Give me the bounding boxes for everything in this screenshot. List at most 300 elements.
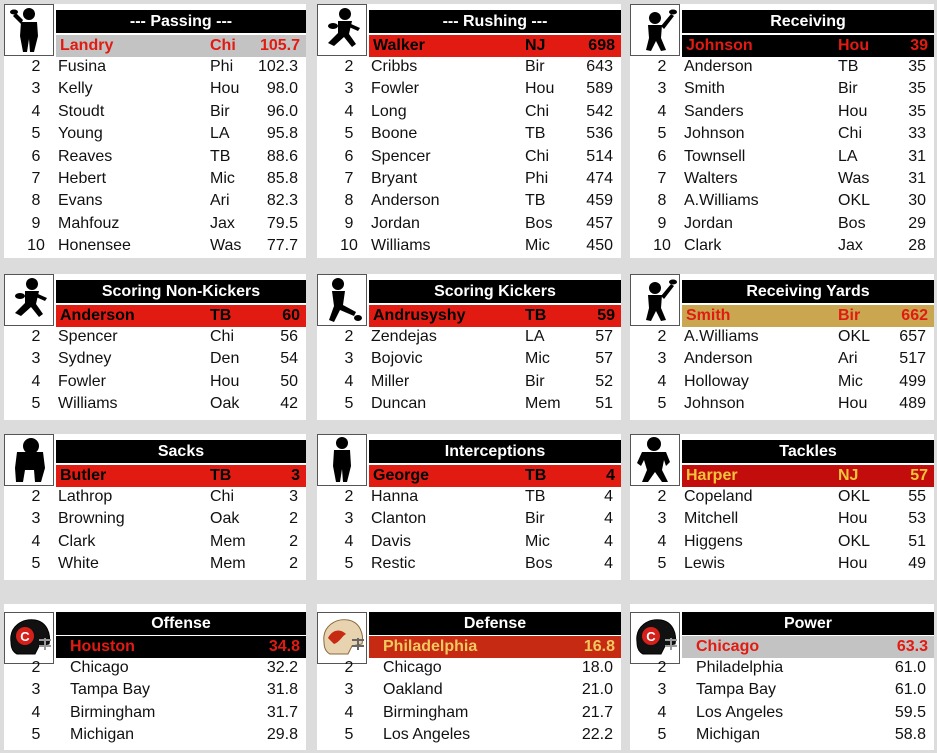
stat-value: 61.0 <box>894 659 926 676</box>
player-name: Sanders <box>684 102 744 120</box>
team-abbr: Mic <box>525 532 550 550</box>
player-name: Davis <box>371 532 412 550</box>
player-name: Tampa Bay <box>70 681 151 699</box>
table-row[interactable] <box>630 532 934 554</box>
panel-title: Tackles <box>682 440 934 463</box>
rank: 4 <box>657 102 667 120</box>
player-name: Stoudt <box>58 102 105 120</box>
stat-value: 589 <box>586 80 613 98</box>
player-name: Cribbs <box>371 58 418 75</box>
table-row[interactable] <box>630 236 934 258</box>
table-row[interactable] <box>630 372 934 394</box>
chicago-helmet-icon <box>630 612 680 664</box>
leader-row[interactable] <box>682 305 934 327</box>
leader-name: Landry <box>60 37 114 54</box>
team-abbr: Bir <box>525 510 545 528</box>
stat-value: 28 <box>908 237 926 255</box>
rank: 3 <box>31 681 41 699</box>
table-row[interactable] <box>630 124 934 146</box>
leader-value: 105.7 <box>259 37 300 54</box>
stat-value: 35 <box>908 102 926 120</box>
table-row[interactable] <box>317 394 621 416</box>
stat-value: 542 <box>586 102 613 120</box>
stat-value: 657 <box>899 328 926 345</box>
leader-name: Butler <box>60 467 107 484</box>
leader-row[interactable] <box>56 636 306 658</box>
stat-value: 85.8 <box>266 170 298 187</box>
table-row[interactable] <box>630 658 934 680</box>
table-row[interactable] <box>317 214 621 236</box>
rank: 5 <box>344 395 354 413</box>
rank: 7 <box>344 170 354 187</box>
stat-value: 57 <box>595 350 613 368</box>
table-row[interactable] <box>4 236 306 258</box>
rank: 3 <box>31 80 41 98</box>
player-name: Higgens <box>684 532 743 550</box>
player-name: Zendejas <box>371 328 437 345</box>
player-name: Sydney <box>58 350 112 368</box>
player-name: Birmingham <box>70 703 156 721</box>
rank: 8 <box>657 192 667 210</box>
rank: 7 <box>31 170 41 187</box>
leader-row[interactable] <box>682 636 934 658</box>
rank: 5 <box>344 726 354 744</box>
table-row[interactable] <box>630 79 934 101</box>
leader-panel <box>4 434 306 580</box>
table-row[interactable] <box>317 327 621 349</box>
table-row[interactable] <box>317 725 621 747</box>
leader-team: NJ <box>525 37 546 54</box>
stat-value: 2 <box>289 532 298 550</box>
team-abbr: Hou <box>838 555 868 573</box>
player-name: Smith <box>684 80 725 98</box>
table-row[interactable] <box>317 57 621 79</box>
player-name: Williams <box>58 395 118 413</box>
table-row[interactable] <box>317 349 621 371</box>
chicago-helmet-icon <box>4 612 54 664</box>
player-name: Copeland <box>684 488 753 505</box>
player-name: Anderson <box>684 350 753 368</box>
player-name: Holloway <box>684 372 749 390</box>
leader-team: NJ <box>838 467 859 484</box>
table-row[interactable] <box>630 725 934 747</box>
rank: 2 <box>344 328 354 345</box>
leader-row[interactable] <box>56 305 306 327</box>
stat-value: 59.5 <box>894 703 926 721</box>
leader-name: Walker <box>373 37 425 54</box>
rank: 4 <box>31 372 41 390</box>
table-row[interactable] <box>4 372 306 394</box>
table-row[interactable] <box>4 532 306 554</box>
table-row[interactable] <box>4 487 306 509</box>
table-row[interactable] <box>317 532 621 554</box>
table-row[interactable] <box>630 509 934 531</box>
player-name: Anderson <box>684 58 753 75</box>
table-row[interactable] <box>4 509 306 531</box>
team-abbr: TB <box>525 488 546 505</box>
stat-value: 4 <box>604 488 613 505</box>
team-abbr: OKL <box>838 328 871 345</box>
table-row[interactable] <box>4 191 306 213</box>
rank: 2 <box>31 328 41 345</box>
rank: 4 <box>31 703 41 721</box>
table-row[interactable] <box>317 191 621 213</box>
stat-value: 643 <box>586 58 613 75</box>
table-row[interactable] <box>4 214 306 236</box>
player-name: Boone <box>371 125 418 143</box>
table-row[interactable] <box>630 327 934 349</box>
team-abbr: TB <box>525 192 546 210</box>
team-abbr: Phi <box>525 170 549 187</box>
stat-value: 18.0 <box>581 659 613 676</box>
player-name: Lathrop <box>58 488 113 505</box>
leader-team: Chi <box>210 37 236 54</box>
svg-text:C: C <box>20 629 30 644</box>
leader-row[interactable] <box>369 305 621 327</box>
leader-row[interactable] <box>56 35 306 57</box>
stat-value: 50 <box>280 372 298 390</box>
table-row[interactable] <box>317 102 621 124</box>
leader-row[interactable] <box>369 465 621 487</box>
stat-value: 21.7 <box>581 703 613 721</box>
kicker-silhouette-icon <box>317 274 367 326</box>
table-row[interactable] <box>4 658 306 680</box>
table-row[interactable] <box>630 147 934 169</box>
player-name: Hanna <box>371 488 419 505</box>
stat-value: 79.5 <box>266 214 298 232</box>
table-row[interactable] <box>4 327 306 349</box>
team-abbr: Oak <box>210 510 240 528</box>
team-abbr: TB <box>838 58 859 75</box>
leader-team: Hou <box>838 37 870 54</box>
rank: 2 <box>344 488 354 505</box>
player-name: Birmingham <box>383 703 469 721</box>
player-name: Johnson <box>684 395 745 413</box>
stat-value: 4 <box>604 532 613 550</box>
table-row[interactable] <box>4 554 306 576</box>
team-abbr: Was <box>838 170 870 187</box>
table-row[interactable] <box>630 349 934 371</box>
player-name: Fowler <box>371 80 420 98</box>
stat-value: 3 <box>289 488 298 505</box>
stat-value: 49 <box>908 555 926 573</box>
stat-value: 55 <box>908 488 926 505</box>
leader-name: George <box>373 467 430 484</box>
rank: 5 <box>657 125 667 143</box>
leader-panel <box>317 434 621 580</box>
stat-value: 31 <box>908 170 926 187</box>
player-name: Mitchell <box>684 510 739 528</box>
rank: 4 <box>31 102 41 120</box>
rank: 10 <box>27 237 45 255</box>
rank: 4 <box>344 703 354 721</box>
table-row[interactable] <box>4 147 306 169</box>
team-abbr: Jax <box>838 237 863 255</box>
stat-value: 536 <box>586 125 613 143</box>
runner-silhouette-icon <box>317 4 367 56</box>
team-abbr: Chi <box>838 125 863 143</box>
player-name: Clark <box>684 237 722 255</box>
team-abbr: Chi <box>210 488 235 505</box>
leader-panel <box>317 604 621 750</box>
table-row[interactable] <box>630 554 934 576</box>
team-abbr: Mem <box>210 532 246 550</box>
leader-value: 698 <box>588 37 615 54</box>
player-name: Miller <box>371 372 410 390</box>
lineman-silhouette-icon <box>4 434 54 486</box>
player-name: Honensee <box>58 237 131 255</box>
stat-value: 42 <box>280 395 298 413</box>
stat-value: 96.0 <box>266 102 298 120</box>
stat-value: 57 <box>595 328 613 345</box>
table-row[interactable] <box>630 394 934 416</box>
player-name: Hebert <box>58 170 107 187</box>
table-row[interactable] <box>4 169 306 191</box>
team-abbr: Hou <box>210 80 240 98</box>
table-row[interactable] <box>630 191 934 213</box>
table-row[interactable] <box>630 169 934 191</box>
qb-silhouette-icon <box>4 4 54 56</box>
rank: 3 <box>344 681 354 699</box>
player-name: Walters <box>684 170 738 187</box>
rank: 3 <box>31 510 41 528</box>
leader-panel <box>630 4 934 258</box>
panel-title: --- Passing --- <box>56 10 306 33</box>
team-abbr: LA <box>838 147 858 165</box>
rank: 5 <box>31 555 41 573</box>
rank: 5 <box>657 555 667 573</box>
team-abbr: Hou <box>838 102 868 120</box>
rank: 3 <box>344 510 354 528</box>
table-row[interactable] <box>317 680 621 702</box>
leader-value: 59 <box>597 307 615 324</box>
rank: 5 <box>31 726 41 744</box>
player-name: Johnson <box>684 125 745 143</box>
team-abbr: Bir <box>525 372 545 390</box>
player-name: Chicago <box>70 659 129 676</box>
player-name: Restic <box>371 555 416 573</box>
table-row[interactable] <box>630 102 934 124</box>
stat-value: 77.7 <box>266 237 298 255</box>
stat-value: 499 <box>899 372 926 390</box>
leader-value: 39 <box>910 37 928 54</box>
player-name: Fusina <box>58 58 107 75</box>
team-abbr: Mem <box>210 555 246 573</box>
rank: 2 <box>31 58 41 75</box>
leader-row[interactable] <box>56 465 306 487</box>
team-abbr: Mem <box>525 395 561 413</box>
table-row[interactable] <box>630 680 934 702</box>
table-row[interactable] <box>4 725 306 747</box>
receiver-silhouette-icon <box>630 274 680 326</box>
leader-team: TB <box>525 467 547 484</box>
rank: 4 <box>657 532 667 550</box>
rank: 2 <box>657 659 667 676</box>
table-row[interactable] <box>317 147 621 169</box>
leader-row[interactable] <box>369 35 621 57</box>
table-row[interactable] <box>317 703 621 725</box>
leader-team: TB <box>525 307 547 324</box>
team-abbr: Den <box>210 350 240 368</box>
table-row[interactable] <box>317 236 621 258</box>
rank: 4 <box>344 532 354 550</box>
player-name: Los Angeles <box>696 703 784 721</box>
rank: 5 <box>31 125 41 143</box>
player-name: Jordan <box>684 214 733 232</box>
stat-value: 51 <box>908 532 926 550</box>
player-name: Evans <box>58 192 103 210</box>
leader-name: Johnson <box>686 37 753 54</box>
player-name: Fowler <box>58 372 107 390</box>
stat-value: 35 <box>908 80 926 98</box>
rank: 9 <box>657 214 667 232</box>
team-abbr: Bos <box>525 214 553 232</box>
player-name: Clanton <box>371 510 427 528</box>
stat-value: 31.7 <box>266 703 298 721</box>
leader-name: Houston <box>70 638 135 655</box>
stat-value: 29 <box>908 214 926 232</box>
panel-title: Scoring Kickers <box>369 280 621 303</box>
team-abbr: LA <box>525 328 545 345</box>
player-name: A.Williams <box>684 328 759 345</box>
runner-silhouette-icon <box>4 274 54 326</box>
team-abbr: TB <box>525 125 546 143</box>
leader-panel <box>4 274 306 420</box>
team-abbr: Chi <box>525 102 550 120</box>
table-row[interactable] <box>4 124 306 146</box>
leader-panel <box>630 274 934 420</box>
philadelphia-helmet-icon <box>317 612 367 664</box>
rank: 2 <box>657 328 667 345</box>
player-name: Spencer <box>371 147 431 165</box>
stat-value: 82.3 <box>266 192 298 210</box>
player-name: Spencer <box>58 328 118 345</box>
leader-panel <box>317 274 621 420</box>
team-abbr: Was <box>210 237 242 255</box>
team-abbr: OKL <box>838 532 871 550</box>
stat-value: 30 <box>908 192 926 210</box>
table-row[interactable] <box>317 169 621 191</box>
linebacker-silhouette-icon <box>630 434 680 486</box>
stat-value: 51 <box>595 395 613 413</box>
rank: 3 <box>657 681 667 699</box>
rank: 3 <box>657 510 667 528</box>
player-name: White <box>58 555 99 573</box>
player-name: Anderson <box>371 192 440 210</box>
player-name: Tampa Bay <box>696 681 777 699</box>
table-row[interactable] <box>317 554 621 576</box>
stat-value: 489 <box>899 395 926 413</box>
stat-value: 457 <box>586 214 613 232</box>
player-name: Clark <box>58 532 96 550</box>
table-row[interactable] <box>630 703 934 725</box>
player-name: Browning <box>58 510 125 528</box>
rank: 5 <box>657 395 667 413</box>
rank: 10 <box>340 237 358 255</box>
panel-title: Receiving Yards <box>682 280 934 303</box>
table-row[interactable] <box>317 658 621 680</box>
rank: 5 <box>657 726 667 744</box>
player-name: A.Williams <box>684 192 759 210</box>
stat-value: 98.0 <box>266 80 298 98</box>
rank: 3 <box>344 350 354 368</box>
leader-value: 662 <box>901 307 928 324</box>
table-row[interactable] <box>317 79 621 101</box>
table-row[interactable] <box>4 79 306 101</box>
table-row[interactable] <box>317 487 621 509</box>
team-abbr: Oak <box>210 395 240 413</box>
player-name: Jordan <box>371 214 420 232</box>
panel-title: Interceptions <box>369 440 621 463</box>
panel-title: Power <box>682 612 934 635</box>
leader-row[interactable] <box>369 636 621 658</box>
team-abbr: LA <box>210 125 230 143</box>
rank: 6 <box>344 147 354 165</box>
team-abbr: Bos <box>838 214 866 232</box>
table-row[interactable] <box>4 394 306 416</box>
stat-value: 29.8 <box>266 726 298 744</box>
table-row[interactable] <box>317 372 621 394</box>
stat-value: 450 <box>586 237 613 255</box>
leader-row[interactable] <box>682 465 934 487</box>
rank: 2 <box>344 58 354 75</box>
rank: 4 <box>344 102 354 120</box>
table-row[interactable] <box>4 349 306 371</box>
player-name: Kelly <box>58 80 93 98</box>
leader-team: TB <box>210 307 232 324</box>
player-name: Williams <box>371 237 431 255</box>
leader-name: Philadelphia <box>383 638 478 655</box>
table-row[interactable] <box>630 57 934 79</box>
rank: 3 <box>344 80 354 98</box>
rank: 4 <box>31 532 41 550</box>
stat-value: 2 <box>289 510 298 528</box>
table-row[interactable] <box>630 487 934 509</box>
player-name: Michigan <box>696 726 761 744</box>
rank: 3 <box>657 350 667 368</box>
stat-value: 4 <box>604 510 613 528</box>
table-row[interactable] <box>4 703 306 725</box>
panel-title: --- Rushing --- <box>369 10 621 33</box>
rank: 6 <box>657 147 667 165</box>
player-name: Long <box>371 102 407 120</box>
rank: 4 <box>344 372 354 390</box>
table-row[interactable] <box>317 124 621 146</box>
leader-row[interactable] <box>682 35 934 57</box>
leader-name: Harper <box>686 467 738 484</box>
stat-value: 2 <box>289 555 298 573</box>
table-row[interactable] <box>4 680 306 702</box>
player-name: Chicago <box>383 659 442 676</box>
player-name: Los Angeles <box>383 726 471 744</box>
rank: 10 <box>653 237 671 255</box>
team-abbr: Phi <box>210 58 234 75</box>
panel-title: Scoring Non-Kickers <box>56 280 306 303</box>
rank: 2 <box>31 659 41 676</box>
team-abbr: OKL <box>838 192 871 210</box>
table-row[interactable] <box>4 57 306 79</box>
stat-value: 32.2 <box>266 659 298 676</box>
player-name: Mahfouz <box>58 214 120 232</box>
stat-value: 88.6 <box>266 147 298 165</box>
table-row[interactable] <box>4 102 306 124</box>
rank: 4 <box>657 703 667 721</box>
rank: 4 <box>657 372 667 390</box>
table-row[interactable] <box>317 509 621 531</box>
rank: 5 <box>344 555 354 573</box>
table-row[interactable] <box>630 214 934 236</box>
team-abbr: Bir <box>210 102 230 120</box>
